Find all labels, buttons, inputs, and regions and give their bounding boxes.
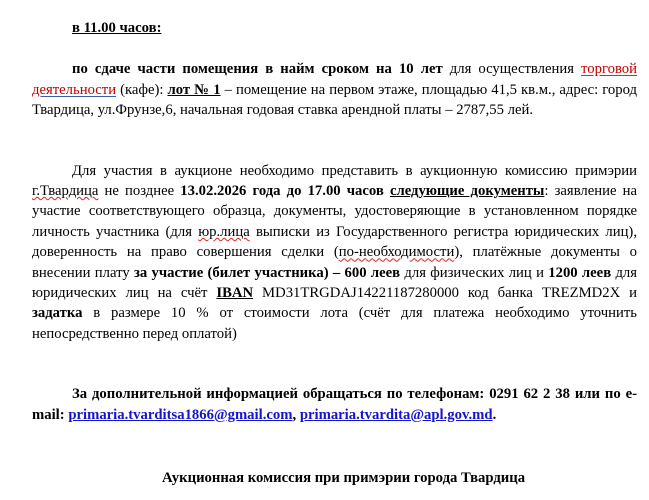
deposit-label: задатка xyxy=(32,305,83,322)
registry-extract-text: выписки из Государственного регистра юридических лиц), доверенность на право совершения сделки ( xyxy=(32,223,637,261)
trade-activity-term: торговой деятельности xyxy=(32,61,637,98)
deadline-date: 13.02.2026 года xyxy=(180,183,281,200)
auction-commission-signature: Аукционная комиссия при примэрии города Твардица xyxy=(161,470,526,487)
payment-documents-text: ), платёжные документы о внесении плату xyxy=(32,244,637,281)
city-name-spellcheck: г.Твардица xyxy=(32,183,99,200)
spacer xyxy=(32,121,637,143)
auction-time-heading xyxy=(32,18,637,38)
spacer xyxy=(32,143,637,161)
deadline-connector: до xyxy=(280,183,308,200)
email-link-apl[interactable]: primaria.tvardita@apl.gov.md xyxy=(299,406,493,423)
lot-number: лот № 1 xyxy=(167,81,221,98)
account-prefix: для юридических лиц на счёт xyxy=(32,264,638,302)
email-separator: , xyxy=(292,406,300,423)
email-trailing-period: . xyxy=(492,406,497,423)
spacer xyxy=(32,447,637,468)
auction-time-text: в 11.00 часов: xyxy=(72,20,162,36)
email-link-gmail[interactable]: primaria.tvarditsa1866@gmail.com xyxy=(68,406,293,423)
required-documents-label: следующие документы xyxy=(389,183,545,200)
deadline-time: 17.00 часов xyxy=(307,183,384,200)
deadline-prefix: не позднее xyxy=(98,183,181,200)
iban-label: IBAN xyxy=(216,285,254,302)
contact-phones-text: За дополнительной информацией обращаться по телефонам: 0291 62 2 38 xyxy=(72,386,570,403)
spacer xyxy=(32,38,637,59)
participation-intro: Для участия в аукционе необходимо представить в аукционную комиссию примэрии xyxy=(72,162,637,179)
participation-fee-individuals: за участие (билет участника) – 600 леев xyxy=(133,264,401,281)
iban-value-and-bank-code: MD31TRGDAJ14221187280000 код банка TREZMD2X и xyxy=(253,285,637,302)
contact-paragraph xyxy=(32,384,637,425)
lot-lease-terms: по сдаче части помещения в найм сроком на 10 лет xyxy=(72,61,443,78)
deposit-details: в размере 10 % от стоимости лота (счёт для платежа необходимо уточнить непосредственно перед оплатой) xyxy=(32,305,637,342)
email-label: или по e-mail: xyxy=(32,386,637,423)
legal-entity-abbrev-spellcheck: юр.лица xyxy=(198,223,250,240)
spacer xyxy=(32,344,637,366)
lot-purpose-prefix: для осуществления xyxy=(442,61,582,78)
participation-requirements-paragraph xyxy=(32,161,637,345)
spacer xyxy=(32,366,637,384)
closing-block xyxy=(32,468,637,488)
spacer xyxy=(32,425,637,447)
if-needed-spellcheck: по-необходимости xyxy=(338,244,455,261)
lot-cafe-note: (кафе): xyxy=(116,81,168,98)
lot-description-paragraph xyxy=(32,59,637,120)
lot-details: – помещение на первом этаже, площадью 41,5 кв.м., адрес: город Твардица, ул.Фрунзе,6, начальная годовая ставка арендной платы – 2787,55 лей. xyxy=(32,81,637,119)
documents-list-text: : заявление на участие соответствующего образца, документы, удостоверяющие в установленном порядке личность участника (для xyxy=(32,183,638,240)
participation-fee-legal-entities: 1200 леев xyxy=(548,264,612,281)
individuals-connector: для физических лиц и xyxy=(400,264,549,281)
